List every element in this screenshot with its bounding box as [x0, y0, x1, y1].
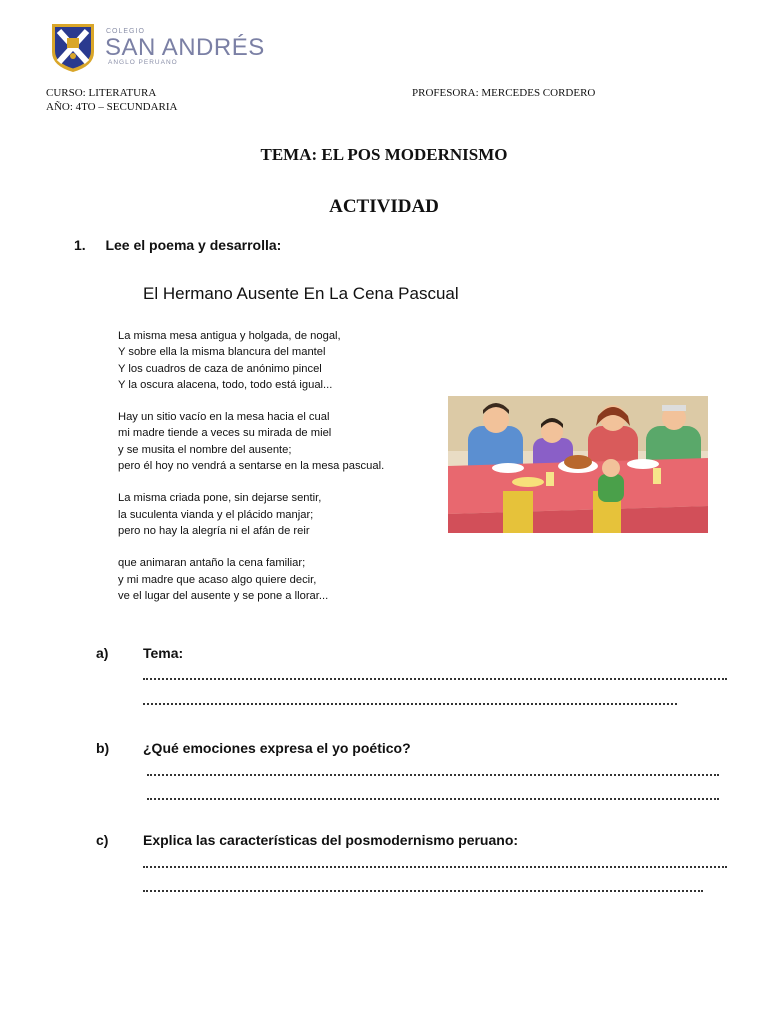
- poem-stanza-2: [118, 409, 384, 474]
- question-b-text: ¿Qué emociones expresa el yo poético?: [143, 740, 411, 756]
- answer-line[interactable]: [143, 703, 677, 705]
- poem-line: ve el lugar del ausente y se pone a llorar...: [118, 589, 329, 602]
- poem-line: La misma mesa antigua y holgada, de nogal,: [118, 330, 341, 342]
- question-a-letter: a): [96, 645, 109, 661]
- poem-line: que animaran antaño la cena familiar;: [118, 557, 306, 570]
- crest-icon: [50, 22, 96, 74]
- question-1-number: 1.: [74, 237, 86, 253]
- poem-body: [118, 328, 384, 620]
- logo-text-colegio: COLEGIO: [106, 28, 145, 35]
- logo-text-anglo-peruano: ANGLO PERUANO: [108, 59, 178, 66]
- poem-line: Y la oscura alacena, todo, todo está igual...: [118, 378, 333, 391]
- poem-stanza-3: [118, 490, 384, 539]
- topic-title: TEMA: EL POS MODERNISMO: [260, 145, 508, 164]
- poem-line: La misma criada pone, sin dejarse sentir,: [118, 492, 322, 505]
- answer-line[interactable]: [147, 774, 719, 776]
- question-c-letter: c): [96, 832, 109, 848]
- poem-line: la suculenta vianda y el plácido manjar;: [118, 508, 314, 521]
- family-dinner-illustration: [448, 396, 708, 533]
- school-logo: [50, 22, 265, 74]
- question-1-text: Lee el poema y desarrolla:: [105, 237, 282, 253]
- activity-title: ACTIVIDAD: [329, 196, 439, 217]
- course-label: CURSO: LITERATURA: [46, 87, 157, 99]
- poem-line: y se musita el nombre del ausente;: [118, 443, 292, 456]
- answer-line[interactable]: [147, 798, 719, 800]
- poem-stanza-4: [118, 555, 384, 604]
- poem-line: pero él hoy no vendrá a sentarse en la mesa pascual.: [118, 460, 385, 473]
- year-label: AÑO: 4TO – SECUNDARIA: [46, 101, 178, 113]
- question-a-text: Tema:: [143, 645, 184, 661]
- poem-line: y mi madre que acaso algo quiere decir,: [118, 573, 317, 586]
- poem-line: Hay un sitio vacío en la mesa hacia el cual: [118, 411, 330, 424]
- question-1: [74, 237, 281, 253]
- answer-line[interactable]: [143, 890, 703, 892]
- poem-line: Y sobre ella la misma blancura del mantel: [118, 346, 326, 359]
- answer-line[interactable]: [143, 866, 727, 868]
- poem-line: pero no hay la alegría ni el afán de reir: [118, 524, 310, 537]
- logo-text-san-andres: SAN ANDRÉS: [105, 34, 265, 61]
- poem-line: mi madre tiende a veces su mirada de miel: [118, 427, 332, 440]
- question-c-text: Explica las características del posmodernismo peruano:: [143, 832, 519, 848]
- answer-line[interactable]: [143, 678, 727, 680]
- poem-line: Y los cuadros de caza de anónimo pincel: [118, 362, 322, 375]
- question-b-letter: b): [96, 740, 110, 756]
- poem-stanza-1: [118, 328, 384, 393]
- teacher-label: PROFESORA: MERCEDES CORDERO: [412, 87, 596, 99]
- poem-title: El Hermano Ausente En La Cena Pascual: [143, 284, 459, 303]
